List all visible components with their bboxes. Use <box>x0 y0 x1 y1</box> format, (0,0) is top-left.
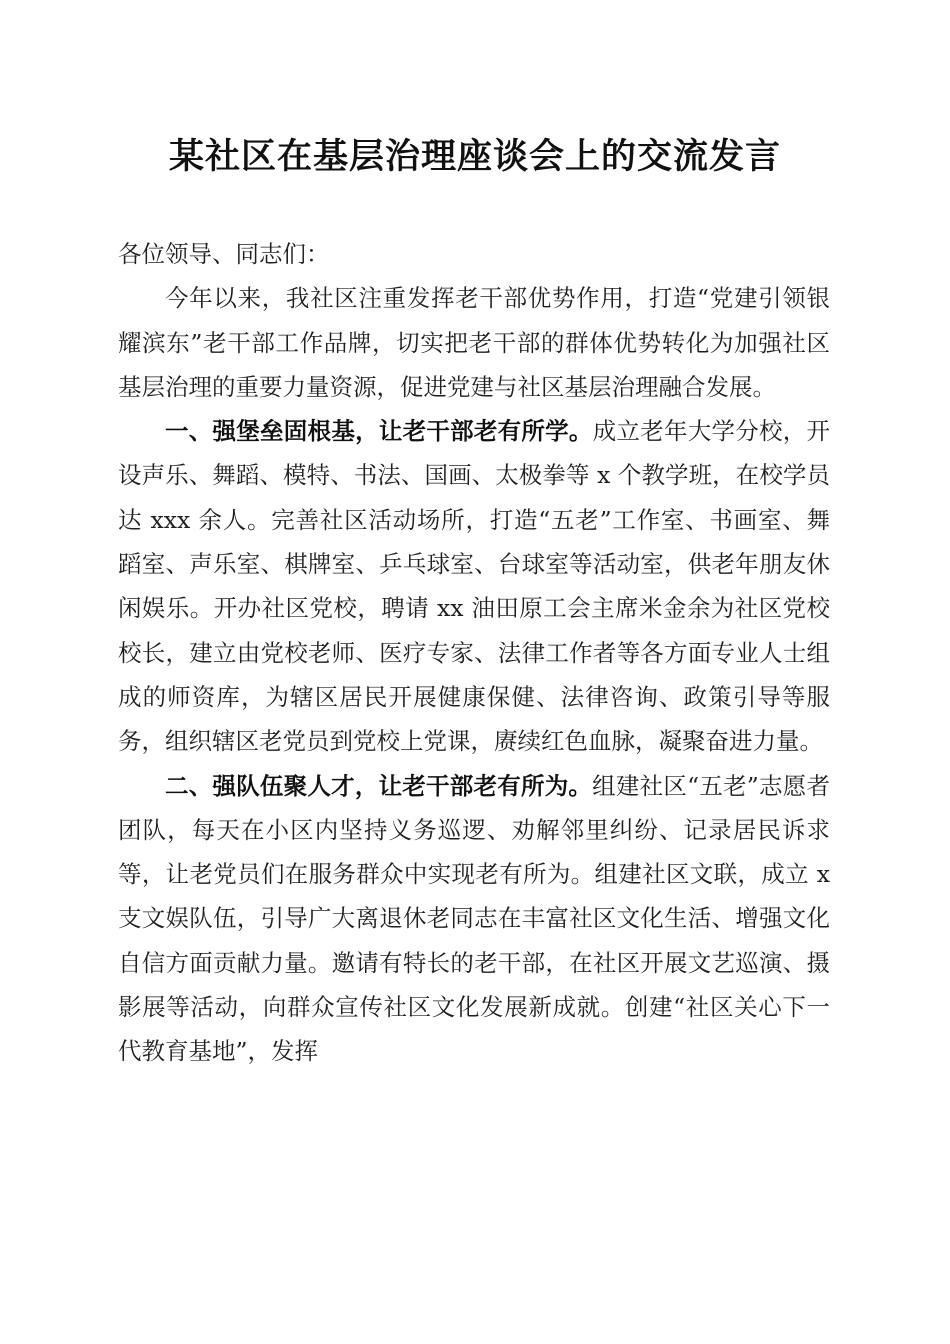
section-paragraph-1 <box>118 409 830 763</box>
salutation: 各位领导、同志们： <box>118 240 330 268</box>
intro-paragraph: 今年以来，我社区注重发挥老干部优势作用，打造“党建引领银耀滨东”老干部工作品牌，切实把老干部的群体优势转化为加强社区基层治理的重要力量资源，促进党建与社区基层治理融合发展。 <box>118 284 830 401</box>
document-title: 某社区在基层治理座谈会上的交流发言 <box>168 136 781 177</box>
section-text-2: 组建社区“五老”志愿者团队，每天在小区内坚持义务巡逻、劝解邻里纠纷、记录居民诉求等，让老党员们在服务群众中实现老有所为。组建社区文联，成立 x 支文娱队伍，引导广大离退休老同志在丰富社区文化生活、增强文化自信方面贡献力量。邀请有特长的老干部，在社区开展文艺巡演、摄影展等活动，向群众宣传社区文化发展新成就。创建“社区关心下一代教育基地”，发挥 <box>118 771 831 1066</box>
section-paragraph-2 <box>118 764 830 1074</box>
section-heading-1: 一、强堡垒固根基，让老干部老有所学。 <box>165 417 593 446</box>
section-heading-2: 二、强队伍聚人才，让老干部老有所为。 <box>165 771 593 800</box>
document-body <box>118 232 830 1074</box>
section-text-1: 成立老年大学分校，开设声乐、舞蹈、模特、书法、国画、太极拳等 x 个教学班，在校学员达 xxx 余人。完善社区活动场所，打造“五老”工作室、书画室、舞蹈室、声乐室、棋牌室、乒乓球室、台球室等活动室，供老年朋友休闲娱乐。开办社区党校，聘请 xx 油田原工会主席米金余为社区党校校长，建立由党校老师、医疗专家、法律工作者等各方面专业人士组成的师资库，为辖区居民开展健康保健、法律咨询、政策引导等服务，组织辖区老党员到党校上党课，赓续红色血脉，凝聚奋进力量。 <box>118 417 831 756</box>
